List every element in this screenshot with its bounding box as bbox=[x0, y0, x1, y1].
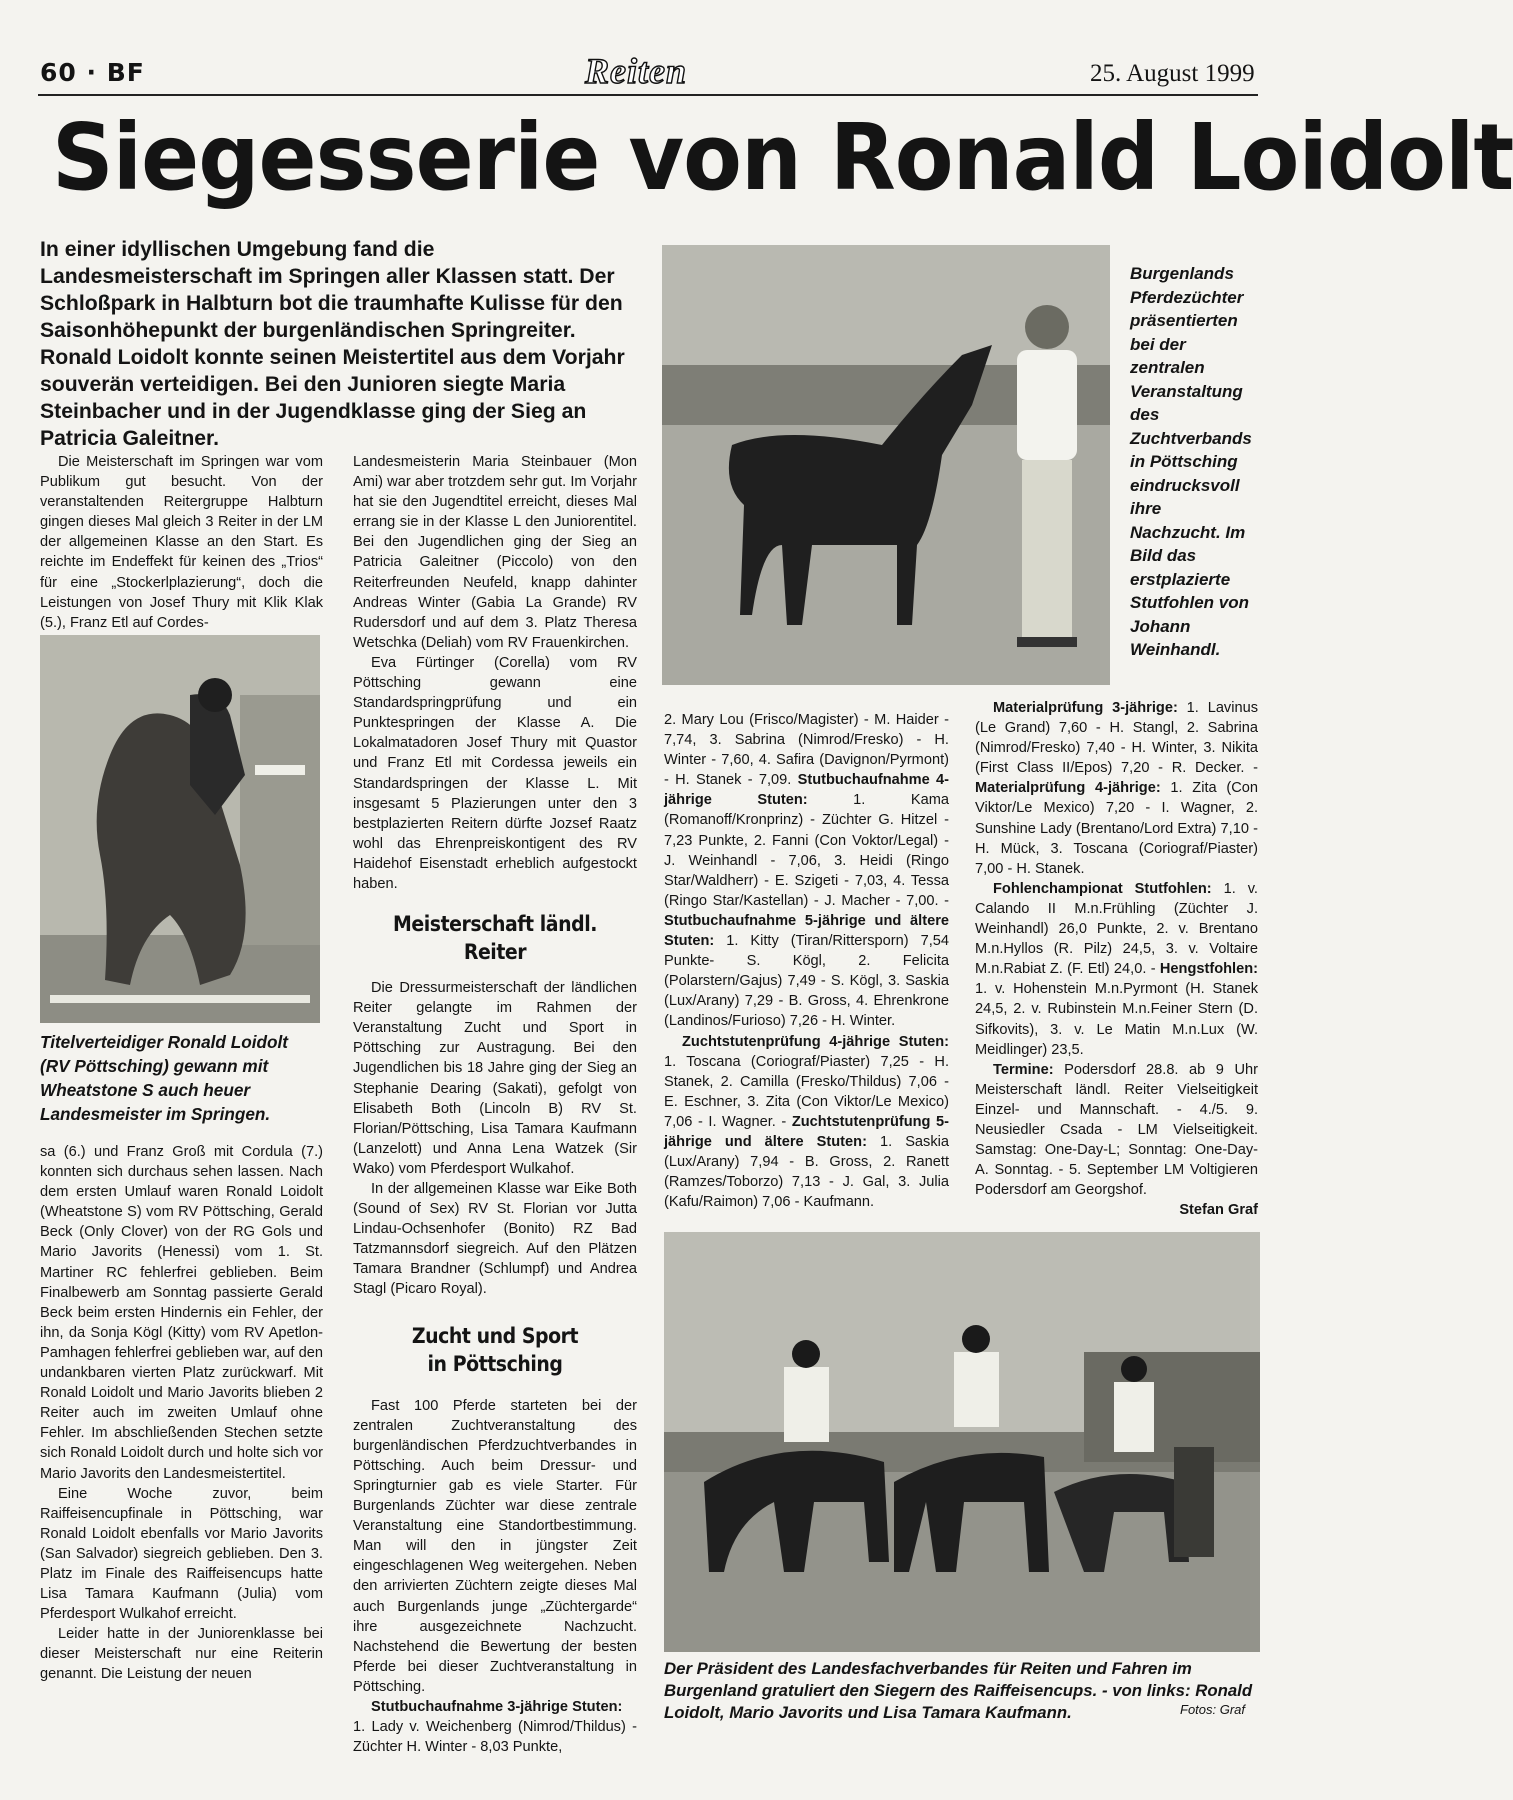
foal-illustration bbox=[662, 245, 1110, 685]
result-heading: Hengstfohlen: bbox=[1159, 961, 1258, 978]
result-text: 1. Lavinus (Le Grand) 7,60 - H. Stangl, 2. Sabrina (Nimrod/Fresko) 7,40 - H. Winter, 3. Nikita (First Class II/Epos) 7,20 - R. Decker. - bbox=[975, 700, 1259, 777]
column-2 bbox=[353, 452, 637, 1757]
result-text: 1. Saskia (Lux/Arany) 7,94 - B. Gross, 2. Ranett (Ramzes/Toborzo) 7,13 - J. Gal, 3. Julia (Kafu/Raimon) 7,06 - Kaufmann. bbox=[664, 1133, 950, 1211]
result-heading: Termine: bbox=[993, 1061, 1065, 1078]
article-paragraph: Eva Fürtinger (Corella) vom RV Pöttsching gewann eine Standardspringprüfung und ein Punktespringen der Klasse A. Die Lokalmatadoren Josef Thury mit Quastor und Franz Etl mit Cordessa jeweils ein Standardspringen der Klasse L. Mit insgesamt 5 Plazierungen unter den 3 bestplazierten Reitern dürfte Jozsef Raatz wohl das Ehrenpreiskontigent des RV Haidehof Eisenstadt erheblich aufgestockt haben. bbox=[353, 654, 637, 892]
photo-credit: Fotos: Graf bbox=[1180, 1702, 1246, 1717]
result-heading: Stutbuchaufnahme 5-jährige und ältere Stuten: bbox=[664, 912, 949, 950]
section-title: Reiten bbox=[585, 51, 687, 91]
article-paragraph: Die Dressurmeisterschaft der ländlichen Reiter gelangte im Rahmen der Veranstaltung Zucht und Sport in Pöttsching zur Austragung. Bei den Jugendlichen bis 18 Jahre ging der Sieg an Stephanie Dearing (Sakati), gefolgt von Elisabeth Both (Lincoln B) RV St. Florian/Pöttsching, Lisa Tamara Kaufmann (Lanzelott) und Anna Lena Watzek (Sir Wako) vom Pferdesport Wulkahof. bbox=[353, 980, 637, 1177]
headline: Siegesserie von Ronald Loidolt bbox=[52, 104, 1513, 211]
article-paragraph: Landesmeisterin Maria Steinbauer (Mon Ami) war aber trotzdem sehr gut. Im Vorjahr hat sie den Jugendtitel erreicht, dieses Mal errang sie in der Klasse L den Juniorentitel. Bei den Jugendlichen ging der Sieg an Patricia Galeitner (Piccolo) von den Reiterfreunden Neufeld, knapp dahinter Andreas Winter (Gabia La Grande) RV Rudersdorf und auf dem 3. Platz Theresa Wetschka (Deliah) vom RV Frauenkirchen. bbox=[353, 454, 637, 651]
article-paragraph: Die Meisterschaft im Springen war vom Publikum gut besucht. Von der veranstaltenden Reitergruppe Halbturn gingen dieses Mal gleich 3 Reiter in der LM der allgemeinen Klasse an den Start. Es reichte im Endeffekt für keinen des „Trios“ für eine „Stockerlplazierung“, doch die Leistungen von Josef Thury mit Klik Klak (5.), Franz Etl auf Cordes- bbox=[40, 454, 323, 631]
article-paragraph: Leider hatte in der Juniorenklasse bei dieser Meisterschaft nur eine Reiterin genannt. Die Leistung der neuen bbox=[40, 1626, 323, 1683]
column-1-bottom bbox=[40, 1142, 323, 1685]
lead-paragraph: In einer idyllischen Umgebung fand die Landesmeisterschaft im Springen aller Klassen statt. Der Schloßpark in Halbturn bot die traumhafte Kulisse für den Saisonhöhepunkt der burgenländischen Springreiter. Ronald Loidolt konnte seinen Meistertitel aus dem Vorjahr souverän verteidigen. Bei den Junioren siegte Maria Steinbacher und in der Jugendklasse ging der Sieg an Patricia Galeitner. bbox=[40, 238, 625, 450]
result-heading: Fohlenchampionat Stutfohlen: bbox=[993, 880, 1224, 897]
result-text: 1. Lady v. Weichenberg (Nimrod/Thildus) - Züchter H. Winter - 8,03 Punkte, bbox=[353, 1719, 637, 1756]
photo-riders bbox=[664, 1232, 1260, 1652]
result-heading: Zuchtstutenprüfung 5-jährige und ältere Stuten: bbox=[664, 1113, 949, 1150]
page-number: 60 · BF bbox=[40, 58, 145, 87]
results-column-4 bbox=[975, 698, 1258, 1220]
photo-caption: Burgenlands Pferdezüchter präsentierten bei der zentralen Veranstaltung des Zuchtverbands in Pöttsching eindrucksvoll ihre Nachzucht. Im Bild das erstplazierte Stutfohlen von Johann Weinhandl. bbox=[1130, 264, 1252, 659]
result-text: Podersdorf 28.8. ab 9 Uhr Meisterschaft ländl. Reiter Vielseitigkeit Einzel- und Mannschaft. - 4./5. 9. Neusiedler Csada - LM Vielseitigkeit. Samstag: One-Day-L; Sonntag: One-Day-A. Sonntag. - 5. September LM Voltigieren Podersdorf am Georgshof. bbox=[975, 1061, 1258, 1199]
article-paragraph: sa (6.) und Franz Groß mit Cordula (7.) konnten sich durchaus sehen lassen. Nach dem ersten Umlauf waren Ronald Loidolt (Wheatstone S) vom RV Pöttsching, Gerald Beck (Only Clover) von der RG Gols und Mario Javorits (Henessi) vom 1. St. Martiner RC fehlerfrei geblieben. Beim Finalbewerb am Sonntag passierte Gerald Beck beim ersten Hindernis ein Fehler, der ihn, da Sonja Kögl (Kitty) vom RV Apetlon-Pamhagen fehlerfrei geblieben war, auf den undankbaren vierten Platz zurückwarf. Mit Ronald Loidolt und Mario Javorits blieben 2 Reiter auch im zweiten Umlauf ohne Fehler. Im abschließenden Stechen setzte sich Ronald Loidolt durch und holte sich vor Mario Javorits den Landesmeistertitel. bbox=[40, 1144, 323, 1482]
photo-caption: Titelverteidiger Ronald Loidolt (RV Pöttsching) gewann mit Wheatstone S auch heuer Landesmeister im Springen. bbox=[40, 1032, 288, 1124]
column-1-top bbox=[40, 452, 323, 633]
subheading-block bbox=[353, 1322, 637, 1378]
subheading: in Pöttsching bbox=[427, 1351, 563, 1376]
result-text: 1. Zita (Con Viktor/Le Mexico) 7,20 - I. Wagner, 2. Sunshine Lady (Brentano/Lord Extra) 7,10 - H. Mück, 3. Toscana (Coriograf/Piaster) 7,00 - H. Stanek. bbox=[975, 780, 1258, 877]
result-heading: Zuchtstutenprüfung 4-jährige Stuten: bbox=[682, 1033, 949, 1050]
result-text: 1. Toscana (Coriograf/Piaster) 7,25 - H. Stanek, 2. Camilla (Fresko/Thildus) 7,06 - E. Eschner, 3. Zita (Con Viktor/Le Mexico) 7,06 - I. Wagner. - bbox=[664, 1053, 949, 1130]
result-text: 1. Kama (Romanoff/Kronprinz) - Züchter G. Hitzel - 7,23 Punkte, 2. Fanni (Con Voktor/Legal) - J. Weinhandl - 7,06, 3. Heidi (Ringo Star/Waldherr) - E. Szigeti - 7,03, 4. Tessa (Ringo Star/Kastellan) - J. Macher - 7,00. - bbox=[664, 792, 949, 909]
result-heading: Stutbuchaufnahme 4-jährige Stuten: bbox=[664, 772, 950, 809]
result-heading: Materialprüfung 4-jährige: bbox=[975, 780, 1171, 797]
photo-foal bbox=[662, 245, 1110, 685]
result-text: 1. Kitty (Tiran/Rittersporn) 7,54 Punkte- S. Kögl, 2. Felicita (Polarstern/Gajus) 7,49 - S. Kögl, 3. Saskia (Lux/Arany) 7,29 - B. Gross, 4. Ehrenkrone (Landinos/Furioso) 7,26 - H. Winter. bbox=[664, 933, 949, 1030]
photo-caption: Der Präsident des Landesfachverbandes für Reiten und Fahren im Burgenland gratuliert den Siegern des Raiffeisencups. - von links: Ronald Loidolt, Mario Javorits und Lisa Tamara Kaufmann. bbox=[664, 1659, 1253, 1722]
riders-illustration bbox=[664, 1232, 1260, 1652]
result-heading: Stutbuchaufnahme 3-jährige Stuten: bbox=[371, 1698, 623, 1715]
author: Stefan Graf bbox=[1179, 1202, 1258, 1219]
show-jumper-illustration bbox=[40, 635, 320, 1023]
subheading: Zucht und Sport bbox=[411, 1323, 579, 1348]
article-paragraph: Fast 100 Pferde starteten bei der zentralen Zuchtveranstaltung des burgenländischen Pferdzuchtverbandes in Pöttsching. Auch beim Dressur- und Springturnier gab es viele Starter. Für Burgenlands Züchter war diese zentrale Veranstaltung eine Standortbestimmung. Man will den in jüngster Zeit eingeschlagenen Weg weitergehen. Neben den arrivierten Züchtern zeigte dieses Mal auch Burgenlands junge „Züchtergarde“ ihre ausgezeichnete Nachzucht. Nachstehend die Bewertung der besten Pferde bei dieser Zuchtveranstaltung in Pöttsching. bbox=[353, 1397, 637, 1695]
result-text: 1. v. Hohenstein M.n.Pyrmont (H. Stanek 24,5, 2. v. Rubinstein M.n.Feiner Stern (D. Sifkovits), 3. v. Le Matin M.n.Lux (W. Meidlinger) 23,5. bbox=[975, 981, 1258, 1058]
subheading: Meisterschaft ländl. Reiter bbox=[393, 912, 597, 965]
photo-show-jumper bbox=[40, 635, 320, 1023]
article-paragraph: In der allgemeinen Klasse war Eike Both (Sound of Sex) RV St. Florian vor Jutta Lindau-Ochsenhofer (Bonito) RZ Bad Tatzmannsdorf siegreich. Auf den Plätzen Tamara Brandner (Schlumpf) und Andrea Stagl (Picaro Royal). bbox=[353, 1181, 637, 1298]
result-text: 1. v. Calando II M.n.Frühling (Züchter J. Weinhandl) 26,0 Punkte, 2. v. Brentano M.n.Hyllos (R. Pilz) 24,5, 3. v. Voltaire M.n.Rabiat Z. (F. Etl) 24,0. - bbox=[975, 880, 1258, 978]
result-heading: Materialprüfung 3-jährige: bbox=[993, 700, 1187, 716]
issue-date: 25. August 1999 bbox=[1090, 60, 1255, 87]
result-text: 2. Mary Lou (Frisco/Magister) - M. Haider - 7,74, 3. Sabrina (Nimrod/Fresko) - H. Winter - 7,60, 4. Safira (Davignon/Pyrmont) - H. Stanek - 7,09. bbox=[664, 712, 949, 789]
header-rule bbox=[38, 94, 1258, 96]
results-column-3 bbox=[664, 710, 949, 1212]
article-paragraph: Eine Woche zuvor, beim Raiffeisencupfinale in Pöttsching, war Ronald Loidolt ebenfalls vor Mario Javorits (San Salvador) siegreich geblieben. Den 3. Platz im Finale des Raiffeisencups hatte Lisa Tamara Kaufmann (Julia) vom Pferdesport Wulkahof erreicht. bbox=[40, 1485, 323, 1623]
